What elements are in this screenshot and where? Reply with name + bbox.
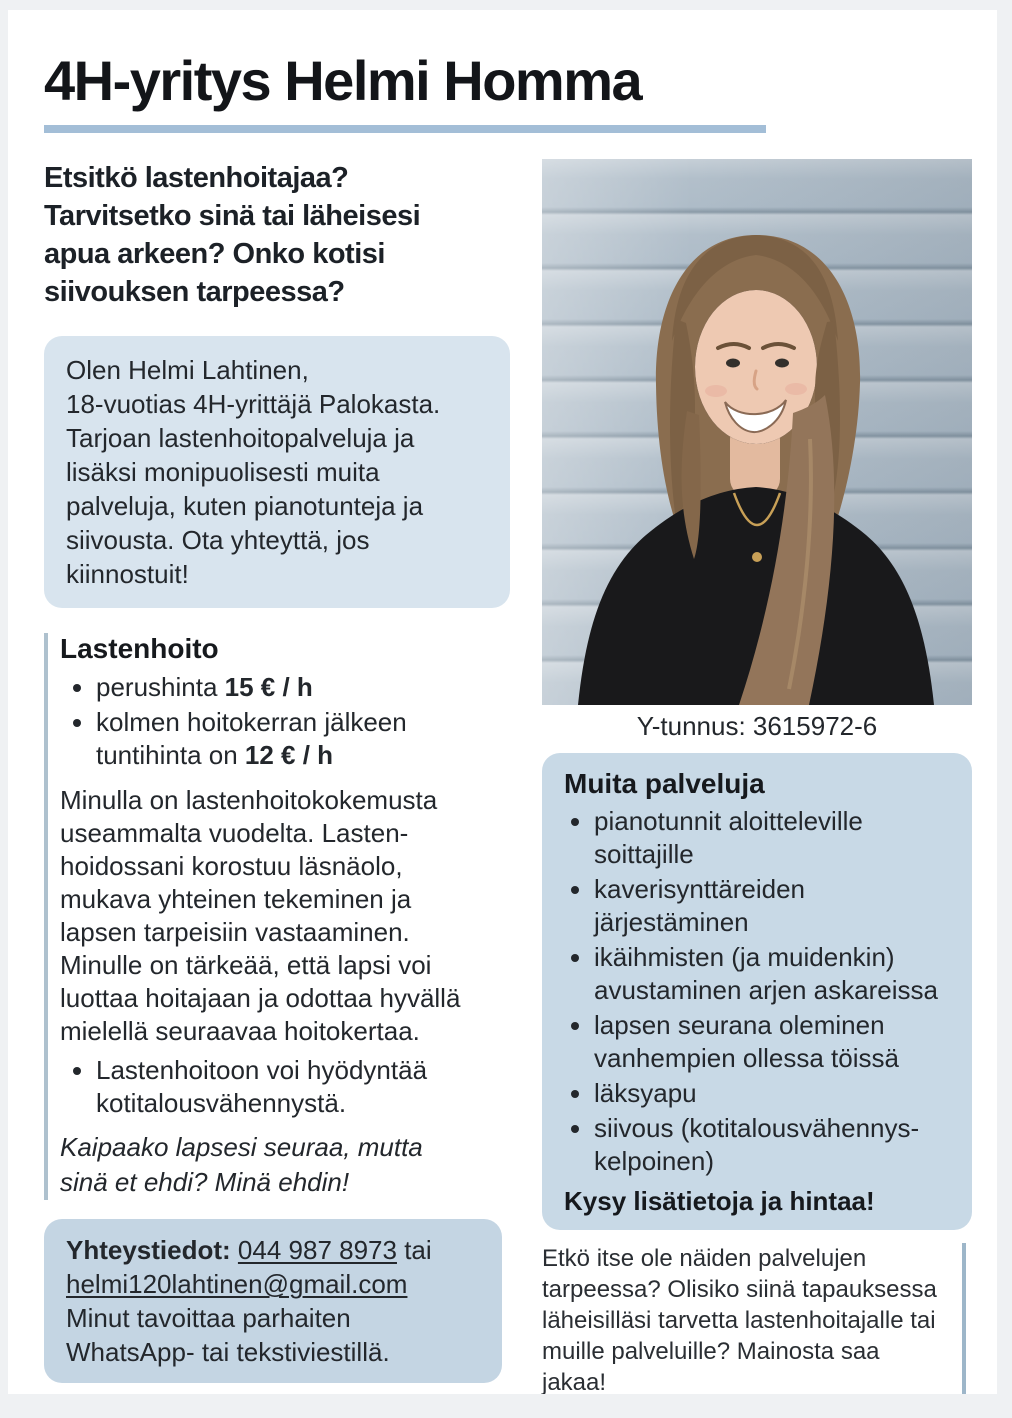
- intro-line: kiinnostuit!: [66, 559, 189, 589]
- headline: [44, 159, 510, 311]
- title-underline: [44, 125, 766, 133]
- intro-line: lisäksi monipuolisesti muita: [66, 457, 380, 487]
- intro-line: Olen Helmi Lahtinen,: [66, 355, 309, 385]
- contact-label: Yhteystiedot:: [66, 1235, 231, 1265]
- services-list: [564, 805, 954, 1178]
- page-title: 4H-yritys Helmi Homma: [44, 49, 642, 112]
- portrait-illustration: [542, 159, 972, 705]
- paragraph-line: luottaa hoitajaan ja odottaa hyvällä: [60, 983, 461, 1013]
- paragraph-line: Minulla on lastenhoitokokemusta: [60, 785, 438, 815]
- headline-line: apua arkeen? Onko kotisi: [44, 238, 385, 270]
- intro-line: Tarjoan lastenhoitopalveluja ja: [66, 423, 415, 453]
- service-item: • pianotunnit aloitteleville soittajille: [594, 805, 954, 871]
- paragraph-line: mukava yhteinen tekeminen ja: [60, 884, 412, 914]
- email-link[interactable]: helmi120lahtinen@gmail.com: [66, 1269, 408, 1299]
- service-item: • lapsen seurana oleminen vanhempien ollessa töissä: [594, 1009, 954, 1075]
- service-item: • kaverisynttäreiden järjestäminen: [594, 873, 954, 939]
- services-box: [542, 753, 972, 1230]
- phone-link[interactable]: 044 987 8973: [237, 1235, 397, 1265]
- intro-line: 18-vuotias 4H-yrittäjä Palokasta.: [66, 389, 441, 419]
- price-item: • kolmen hoitokerran jälkeen tuntihinta on 12 € / h: [96, 706, 510, 772]
- deduction-list: [60, 1054, 510, 1120]
- price-value: 12 € / h: [244, 740, 334, 770]
- childcare-section: [44, 633, 510, 1200]
- eye-left: [726, 359, 740, 368]
- eye-right: [775, 359, 789, 368]
- headline-line: Tarvitsetko sinä tai läheisesi: [44, 200, 421, 232]
- service-item: • siivous (kotitalousvähennys-kelpoinen): [594, 1112, 954, 1178]
- price-item: • perushinta 15 € / h: [96, 671, 510, 704]
- business-id-caption: Y-tunnus: 3615972-6: [636, 711, 878, 741]
- price-value: 15 € / h: [224, 672, 313, 702]
- price-list: [60, 671, 510, 772]
- flyer-page: [8, 10, 997, 1394]
- intro-line: palveluja, kuten pianotunteja ja: [66, 491, 424, 521]
- services-cta: Kysy lisätietoja ja hintaa!: [564, 1186, 875, 1216]
- tagline: [60, 1130, 510, 1200]
- left-column: [44, 159, 510, 1394]
- share-note: Etkö itse ole näiden palvelujen tarpeessa? Olisiko siinä tapauksessa läheisilläsi tarvetta lastenhoitajalle tai muille palveluille? Mainosta saa jakaa!: [542, 1243, 966, 1394]
- portrait-photo: [542, 159, 972, 705]
- contact-note: Minut tavoittaa parhaiten WhatsApp- tai tekstiviestillä.: [66, 1303, 390, 1367]
- right-column: [542, 159, 972, 1394]
- service-item: • läksyapu: [594, 1077, 954, 1110]
- paragraph-line: lapsen tarpeisiin vastaaminen.: [60, 917, 410, 947]
- tagline-line: Kaipaako lapsesi seuraa, mutta: [60, 1132, 423, 1162]
- services-heading: Muita palveluja: [564, 768, 765, 799]
- headline-line: Etsitkö lastenhoitajaa?: [44, 162, 349, 194]
- content-columns: [44, 159, 971, 1394]
- paragraph-line: hoidossani korostuu läsnäolo,: [60, 851, 403, 881]
- contact-box: [44, 1219, 502, 1383]
- service-item: • ikäihmisten (ja muidenkin) avustaminen arjen askareissa: [594, 941, 954, 1007]
- intro-box: [44, 336, 510, 608]
- childcare-heading: Lastenhoito: [60, 633, 219, 664]
- headline-line: siivouksen tarpeessa?: [44, 276, 345, 308]
- deduction-item: • Lastenhoitoon voi hyödyntää kotitalousvähennystä.: [96, 1054, 510, 1120]
- contact-conjunction: tai: [404, 1235, 432, 1265]
- experience-paragraph: [60, 784, 510, 1048]
- paragraph-line: Minulle on tärkeää, että lapsi voi: [60, 950, 432, 980]
- intro-line: siivousta. Ota yhteyttä, jos: [66, 525, 370, 555]
- paragraph-line: mielellä seuraavaa hoitokertaa.: [60, 1016, 420, 1046]
- paragraph-line: useammalta vuodelta. Lasten-: [60, 818, 409, 848]
- tagline-line: sinä et ehdi? Minä ehdin!: [60, 1167, 350, 1197]
